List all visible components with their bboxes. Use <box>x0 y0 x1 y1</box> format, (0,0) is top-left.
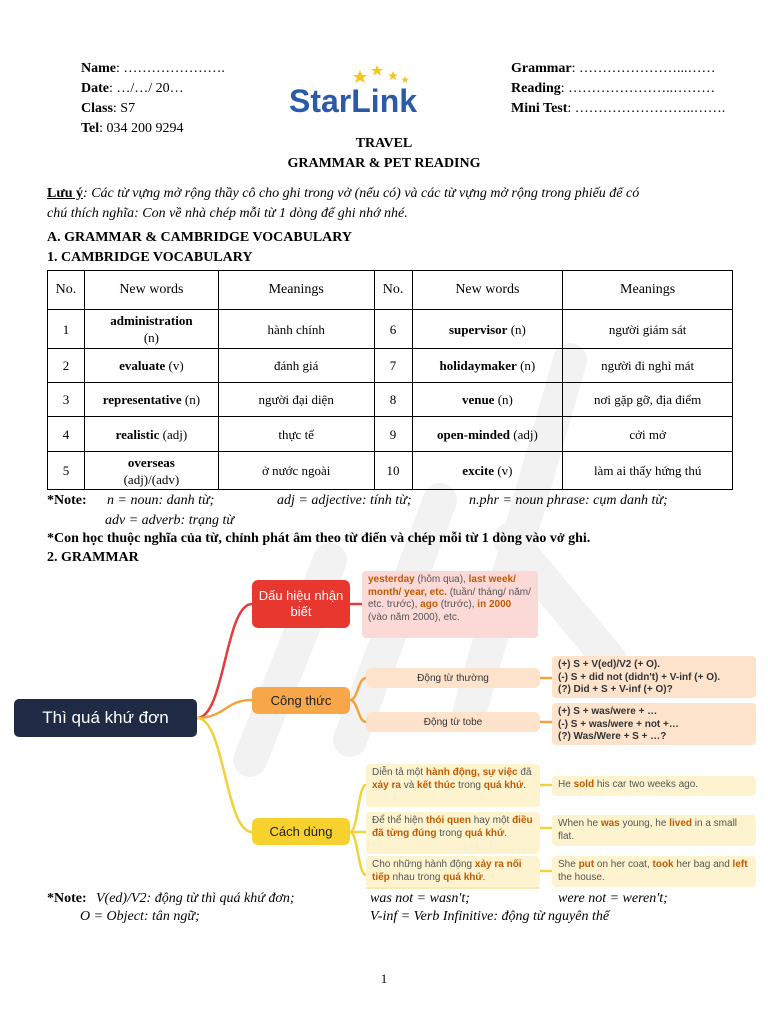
table-row: 2 evaluate (v) đánh giá 7 holidaymaker (n) người đi nghỉ mát <box>48 349 733 383</box>
table-row: 1 administration (n) hành chính 6 supervisor (n) người giám sát <box>48 310 733 349</box>
usage-box-1: Diễn tả một hành động, sự việc đã xảy ra và kết thúc trong quá khứ. <box>366 764 540 807</box>
page-title: TRAVEL <box>355 136 413 151</box>
usage-box-3: Cho những hành động xảy ra nối tiếp nhau trong quá khứ. <box>366 856 540 887</box>
vocabulary-table <box>47 270 733 490</box>
study-instruction: *Con học thuộc nghĩa của từ, chỉnh phát âm theo từ điển và chép mỗi từ 1 dòng vào vở ghi. <box>47 531 591 546</box>
abbreviation-note: *Note: n = noun: danh từ; adj = adjective: tính từ; n.phr = noun phrase: cụm danh từ; <box>47 493 668 508</box>
svg-text:StarLink: StarLink <box>289 83 418 119</box>
grammar-line: Grammar: …………………...…… <box>511 61 716 76</box>
score-info <box>511 59 725 119</box>
starlink-logo <box>285 62 465 120</box>
example-box-2: When he was young, he lived in a small flat. <box>552 815 756 846</box>
regular-verb-label: Động từ thường <box>366 668 540 688</box>
table-header-row <box>48 271 733 310</box>
example-box-1: He sold his car two weeks ago. <box>552 776 756 796</box>
col-header-meanings: Meanings <box>218 271 374 310</box>
node-signals: Dấu hiệu nhận biết <box>252 580 350 628</box>
reading-line: Reading: …………………..……… <box>511 81 716 96</box>
table-row: 5 overseas (adj)/(adv) ở nước ngoài 10 excite (v) làm ai thấy hứng thú <box>48 452 733 490</box>
name-line: Name: …………………. <box>81 61 225 76</box>
node-formula: Công thức <box>252 687 350 714</box>
student-info <box>81 59 225 139</box>
example-box-3: She put on her coat, took her bag and left the house. <box>552 856 756 887</box>
page-subtitle: GRAMMAR & PET READING <box>287 156 481 171</box>
section-2-heading: 2. GRAMMAR <box>47 550 139 565</box>
node-usage: Cách dùng <box>252 818 350 845</box>
tel-line: Tel: 034 200 9294 <box>81 121 184 136</box>
col-header-new-words: New words <box>412 271 563 310</box>
col-header-new-words: New words <box>84 271 218 310</box>
formula-regular-box: (+) S + V(ed)/V2 (+ O). (-) S + did not (didn't) + V-inf (+ O). (?) Did + S + V-inf (+ O)? <box>552 656 756 698</box>
mindmap-root: Thì quá khứ đơn <box>14 699 197 737</box>
signals-box: yesterday (hôm qua), last week/ month/ year, etc. (tuần/ tháng/ năm/ etc. trước), ago (trước), in 2000 (vào năm 2000), etc. <box>362 571 538 638</box>
formula-tobe-box: (+) S + was/were + … (-) S + was/were + not +… (?) Was/Were + S + …? <box>552 703 756 745</box>
section-1-heading: 1. CAMBRIDGE VOCABULARY <box>47 250 253 265</box>
col-header-no: No. <box>374 271 412 310</box>
col-header-no: No. <box>48 271 85 310</box>
section-a-heading: A. GRAMMAR & CAMBRIDGE VOCABULARY <box>47 230 353 245</box>
grammar-note: *Note: V(ed)/V2: động từ thì quá khứ đơn; was not = wasn't; were not = weren't; O = Object: tân ngữ; V-inf = Verb Infinitive: động từ nguyên thể <box>47 891 668 924</box>
table-row: 4 realistic (adj) thực tế 9 open-minded (adj) cởi mở <box>48 417 733 452</box>
class-line: Class: S7 <box>81 101 136 116</box>
col-header-meanings: Meanings <box>563 271 733 310</box>
note-intro: Lưu ý: Các từ vựng mở rộng thầy cô cho ghi trong vở (nếu có) và các từ vựng mở rộng trong phiếu để có chú thích nghĩa: Con về nhà chép mỗi từ 1 dòng để ghi nhớ nhé. <box>47 186 640 221</box>
abbreviation-note-adv: adv = adverb: trạng từ <box>105 513 235 528</box>
minitest-line: Mini Test: ……………………..……. <box>511 101 726 116</box>
table-row: 3 representative (n) người đại diện 8 venue (n) nơi gặp gỡ, địa điểm <box>48 383 733 417</box>
date-line: Date: …/…/ 20… <box>81 81 184 96</box>
usage-box-2: Để thể hiện thói quen hay một điều đã từng đúng trong quá khứ. <box>366 812 540 854</box>
tobe-verb-label: Động từ tobe <box>366 712 540 732</box>
page-number: 1 <box>380 971 388 986</box>
